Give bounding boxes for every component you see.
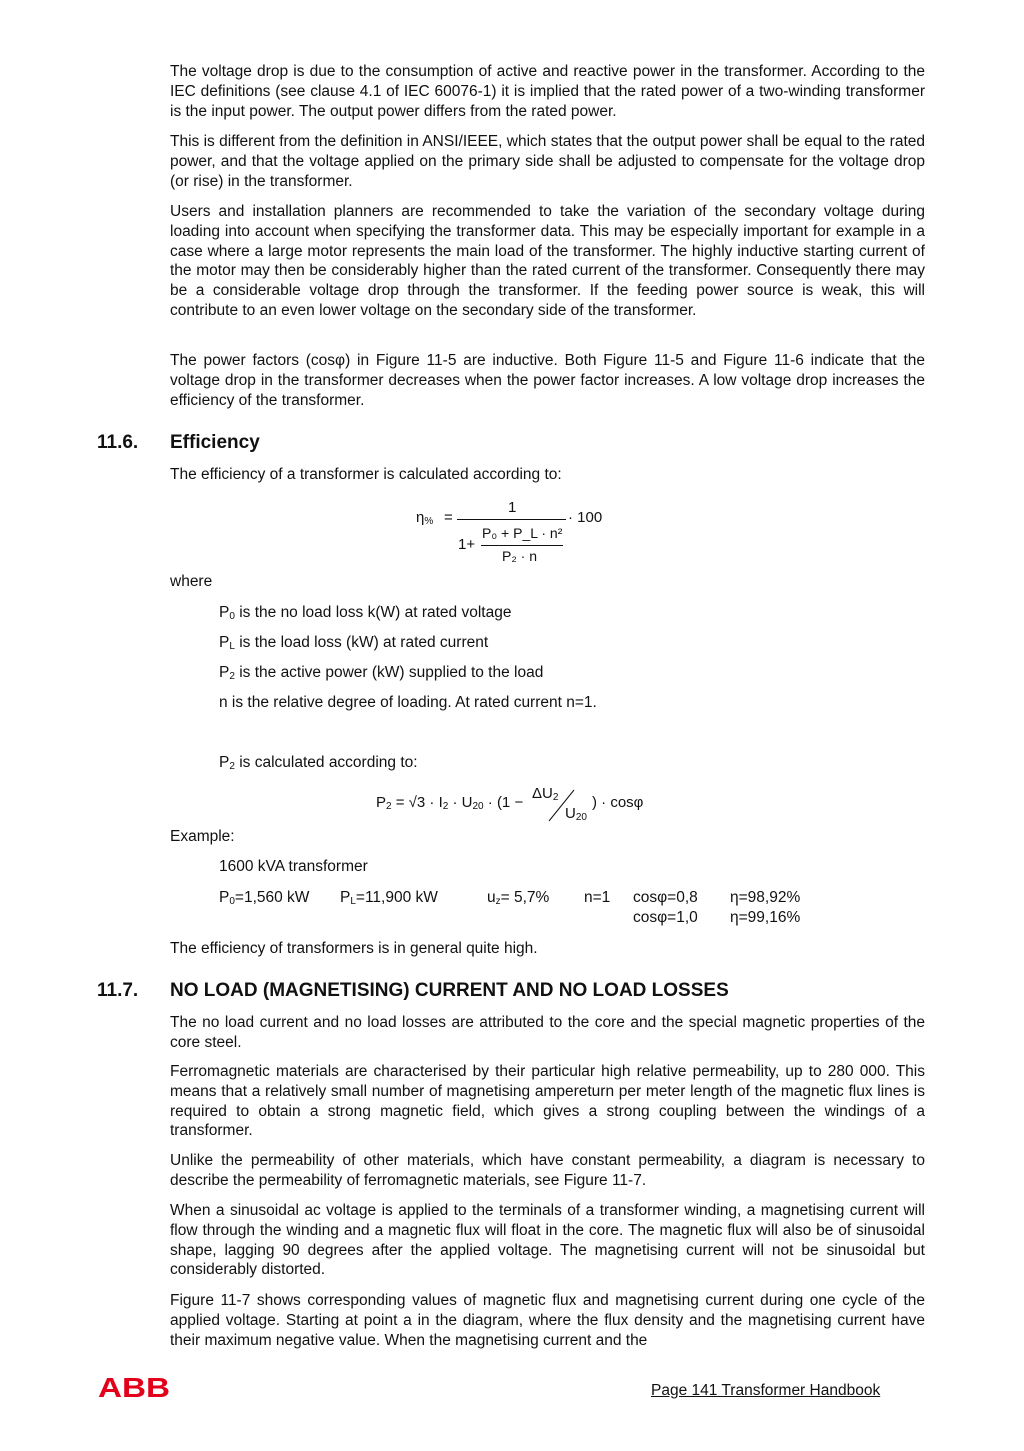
- example-eta-2: η=99,16%: [730, 909, 801, 926]
- example-p0: $P_0=1,560$ kW: [219, 889, 310, 907]
- document-page: The voltage drop is due to the consumption of active and reactive power in the transformer. According to the IEC definitions (see clause 4.1 of IEC 60076-1) it is implied that the rated power of a two-winding transformer is the input power. The output power differs from the rated power. This is different from the definition in ANSI/IEEE, which states that the output power shall be equal to the rated power, and that the voltage applied on the primary side shall be adjusted to compensate for the voltage drop (or rise) in the transformer. Users and installation planners are recommended to take the variation of the secondary voltage during loading into account when specifying the transformer data. This may be especially important for example in a case where a large motor represents the main load of the transformer. The highly inductive starting current of the motor may then be considerably higher than the rated current of the transformer. Consequently there may be a considerable voltage drop through the transformer. If the feeding power source is weak, this will contribute to an even lower voltage on the secondary side of the transformer. The power factors (cosφ) in Figure 11-5 are inductive. Both Figure 11-5 and Figure 11-6 indicate that the voltage drop in the transformer decreases when the power factor increases. A low voltage drop increases the efficiency of the transformer. 11.6. Efficiency The efficiency of a transformer is calculated according to: $\eta_{\%}$ = 1 1+ P₀ + P_L · n² P₂ · n · 100 where $P_0$ is the no load loss k(W) at rated voltage $P_L$ is the load loss (kW) at rated current $P_2$ is the active power (kW) supplied to the load n is the relative degree of loading. At rated current n=1. $P_2$ is calculated according to: $P_2 = √3 \cdot I_2 \cdot U_{20} \cdot (1$ − $\Delta U_2$ $U_{20}$ ) · cosφ Example: 1600 kVA transformer $P_0=1,560$ kW $P_L=11,900$ kW $u_z= 5,7\%$ n=1 cosφ=0,8 η=98,92% cosφ=1,0 η=99,16% The efficiency of transformers is in general quite high. 11.7. NO LOAD (MAGNETISING) CURRENT AND NO LOAD LOSSES The no load current and no load losses are attributed to the core and the special magnetic properties of the core steel. Ferromagnetic materials are characterised by their particular high relative permeability, up to 280 000. This means that a relatively small number of magnetising ampereturn per meter length of the magnetic flux lines is required to obtain a strong magnetic field, which gives a strong coupling between the windings of a transformer. Unlike the permeability of other materials, which have constant permeability, a diagram is necessary to describe the permeability of ferromagnetic materials, see Figure 11-7. When a sinusoidal ac voltage is applied to the terminals of a transformer winding, a magnetising current will flow through the winding and a magnetic flux will float in the core. The magnetic flux will also be of sinusoidal shape, lagging 90 degrees after the applied voltage. The magnetising current will not be sinusoidal but considerably distorted. Figure 11-7 shows corresponding values of magnetic flux and magnetising current during one cycle of the applied voltage. Starting at point a in the diagram, where the flux density and the magnetising current have their maximum negative value. When the magnetising current and the ABB Page 141 Transformer Handbook: [0, 0, 1024, 1451]
- paragraph-ansi-ieee: This is different from the definition in ANSI/IEEE, which states that the output power shall be equal to the rated power, and that the voltage applied on the primary side shall be adjusted to compensate for the voltage drop (or rise) in the transformer.: [170, 133, 925, 190]
- eta-subscript: %: [424, 516, 434, 527]
- paragraph-ferromagnetic: Ferromagnetic materials are characterised by their particular high relative permeability, up to 280 000. This means that a relatively small number of magnetising ampereturn per meter length of the magnetic flux lines is required to obtain a strong magnetic field, which gives a strong coupling between the windings of a transformer.: [170, 1063, 925, 1140]
- section-number-11-6: 11.6.: [97, 432, 139, 453]
- section-title-efficiency: Efficiency: [170, 432, 260, 453]
- efficiency-closing: The efficiency of transformers is in general quite high.: [170, 940, 538, 957]
- formula-numerator: 1: [508, 499, 517, 516]
- example-pl: $P_L=11,900$ kW: [340, 889, 438, 907]
- section-title-no-load: NO LOAD (MAGNETISING) CURRENT AND NO LOAD LOSSES: [170, 980, 729, 1001]
- example-cos-2: cosφ=1,0: [633, 909, 698, 926]
- paragraph-power-factors: The power factors (cosφ) in Figure 11-5 are inductive. Both Figure 11-5 and Figure 11-6 indicate that the voltage drop in the transformer decreases when the power factor increases. A low voltage drop increases the efficiency of the transformer.: [170, 352, 925, 409]
- example-label: Example:: [170, 828, 235, 845]
- example-uz: $u_z= 5,7\%$: [487, 889, 550, 907]
- definition-n: n is the relative degree of loading. At rated current n=1.: [219, 694, 597, 711]
- svg-text:ABB: ABB: [98, 1374, 170, 1400]
- p2-intro: $P_2$ is calculated according to:: [219, 754, 418, 772]
- section-number-11-7: 11.7.: [97, 980, 139, 1001]
- inner-denominator: P₂ · n: [502, 548, 537, 564]
- example-n: n=1: [584, 889, 611, 906]
- main-fraction-bar: [457, 519, 566, 520]
- definition-pl: $P_L$ is the load loss (kW) at rated current: [219, 634, 489, 652]
- times-100: · 100: [568, 509, 603, 526]
- where-label: where: [170, 573, 213, 590]
- efficiency-intro: The efficiency of a transformer is calculated according to:: [170, 466, 562, 483]
- paragraph-figure-11-7: Figure 11-7 shows corresponding values of magnetic flux and magnetising current during one cycle of the applied voltage. Starting at point a in the diagram, where the flux density and the magnetising current have their maximum negative value. When the magnetising current and the: [170, 1292, 925, 1349]
- abb-logo: [98, 1374, 170, 1400]
- example-title: 1600 kVA transformer: [219, 858, 368, 875]
- example-cos-1: cosφ=0,8: [633, 889, 698, 906]
- equals-sign: =: [444, 509, 453, 526]
- eta-symbol: η: [416, 509, 425, 526]
- inner-fraction-bar: [481, 545, 563, 546]
- example-eta-1: η=98,92%: [730, 889, 801, 906]
- formula-den-prefix: 1+: [458, 536, 476, 553]
- paragraph-installation-planners: Users and installation planners are recommended to take the variation of the secondary voltage during loading into account when specifying the transformer data. This may be especially important for example in a case where a large motor represents the main load of the transformer. The highly inductive starting current of the motor may then be considerably higher than the rated current of the transformer. Consequently there may be a considerable voltage drop through the transformer. If the feeding power source is weak, this will contribute to an even lower voltage on the secondary side of the transformer.: [170, 203, 925, 319]
- paragraph-sinusoidal: When a sinusoidal ac voltage is applied to the terminals of a transformer winding, a magnetising current will flow through the winding and a magnetic flux will float in the core. The magnetic flux will also be of sinusoidal shape, lagging 90 degrees after the applied voltage. The magnetising current will not be sinusoidal but considerably distorted.: [170, 1202, 925, 1279]
- paragraph-voltage-drop: The voltage drop is due to the consumption of active and reactive power in the transformer. According to the IEC definitions (see clause 4.1 of IEC 60076-1) it is implied that the rated power of a two-winding transformer is the input power. The output power differs from the rated power.: [170, 63, 925, 120]
- page-footer: Page 141 Transformer Handbook: [651, 1382, 881, 1399]
- definition-p2: $P_2$ is the active power (kW) supplied to the load: [219, 664, 544, 682]
- paragraph-no-load-current: The no load current and no load losses are attributed to the core and the special magnetic properties of the core steel.: [170, 1014, 925, 1051]
- definition-p0: $P_0$ is the no load loss k(W) at rated voltage: [219, 604, 512, 622]
- paragraph-permeability: Unlike the permeability of other materials, which have constant permeability, a diagram is necessary to describe the permeability of ferromagnetic materials, see Figure 11-7.: [170, 1152, 925, 1189]
- inner-numerator: P₀ + P_L · n²: [482, 525, 563, 541]
